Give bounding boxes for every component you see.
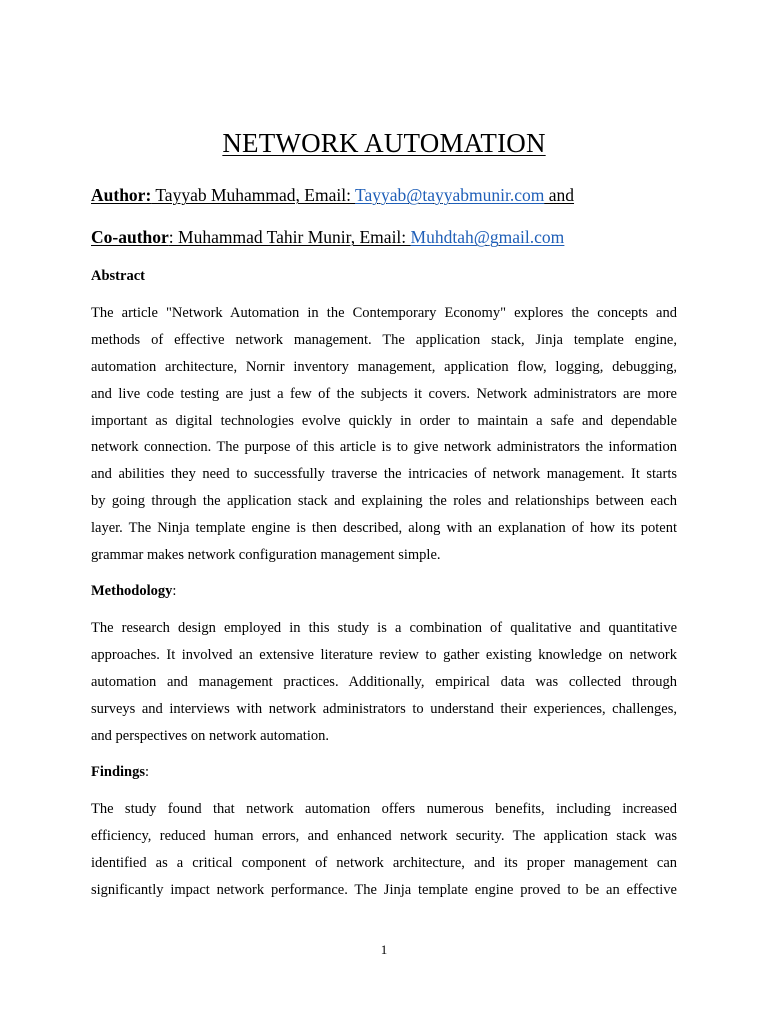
paragraph-line: grammar makes network configuration management simple. <box>91 547 441 564</box>
coauthor-email-link[interactable]: Muhdtah@gmail.com <box>410 227 565 247</box>
findings-heading-colon: : <box>145 764 150 780</box>
paragraph-line: network connection. The purpose of this article is to give network administrators the information <box>91 439 677 456</box>
paragraph-line: and abilities they need to successfully traverse the intricacies of network management. It starts <box>91 466 677 483</box>
findings-heading-text: Findings <box>91 764 145 780</box>
findings-paragraph <box>91 796 677 904</box>
paragraph-line: The research design employed in this study is a combination of qualitative and quantitative <box>91 620 677 636</box>
methodology-heading <box>91 583 176 600</box>
paragraph-line: layer. The Ninja template engine is then described, along with an explanation of how its potent <box>91 520 677 537</box>
paragraph-line: approaches. It involved an extensive literature review to gather existing knowledge on network <box>91 646 677 663</box>
abstract-paragraph <box>91 300 677 569</box>
paragraph-line: important as digital technologies evolve quickly in order to maintain a safe and dependable <box>91 412 677 429</box>
paragraph-line: and live code testing are just a few of the subjects it covers. Network administrators are more <box>91 385 677 402</box>
paragraph-line: by going through the application stack and explaining the roles and relationships between each <box>91 493 677 510</box>
author-email-link[interactable]: Tayyab@tayyabmunir.com <box>355 185 545 205</box>
page-number: 1 <box>380 942 388 957</box>
document-title: NETWORK AUTOMATION <box>222 128 546 158</box>
coauthor-label: Co-author <box>91 227 169 247</box>
paragraph-line: identified as a critical component of network architecture, and its proper management can <box>91 854 677 871</box>
coauthor-line <box>91 227 564 248</box>
methodology-heading-colon: : <box>172 583 177 599</box>
abstract-heading-text: Abstract <box>91 268 145 284</box>
paragraph-line: methods of effective network management. The application stack, Jinja template engine, <box>91 331 677 348</box>
abstract-heading <box>91 268 145 285</box>
author-name: Tayyab Muhammad, Email: <box>151 185 356 205</box>
paragraph-line: automation and management practices. Additionally, empirical data was collected through <box>91 673 677 690</box>
coauthor-name: : Muhammad Tahir Munir, Email: <box>168 227 411 247</box>
methodology-paragraph <box>91 615 677 749</box>
findings-heading <box>91 764 149 781</box>
paragraph-line: The article "Network Automation in the Contemporary Economy" explores the concepts and <box>91 305 677 321</box>
author-label: Author: <box>91 185 152 205</box>
author-suffix: and <box>544 185 575 205</box>
paragraph-line: efficiency, reduced human errors, and enhanced network security. The application stack was <box>91 827 677 844</box>
methodology-heading-text: Methodology <box>91 583 173 599</box>
paragraph-line: and perspectives on network automation. <box>91 727 329 744</box>
paragraph-line: surveys and interviews with network administrators to understand their experiences, challenges, <box>91 700 677 717</box>
author-line <box>91 185 574 206</box>
paragraph-line: The study found that network automation offers numerous benefits, including increased <box>91 801 677 817</box>
paragraph-line: significantly impact network performance. The Jinja template engine proved to be an effective <box>91 881 677 898</box>
paragraph-line: automation architecture, Nornir inventory management, application flow, logging, debugging, <box>91 358 677 375</box>
